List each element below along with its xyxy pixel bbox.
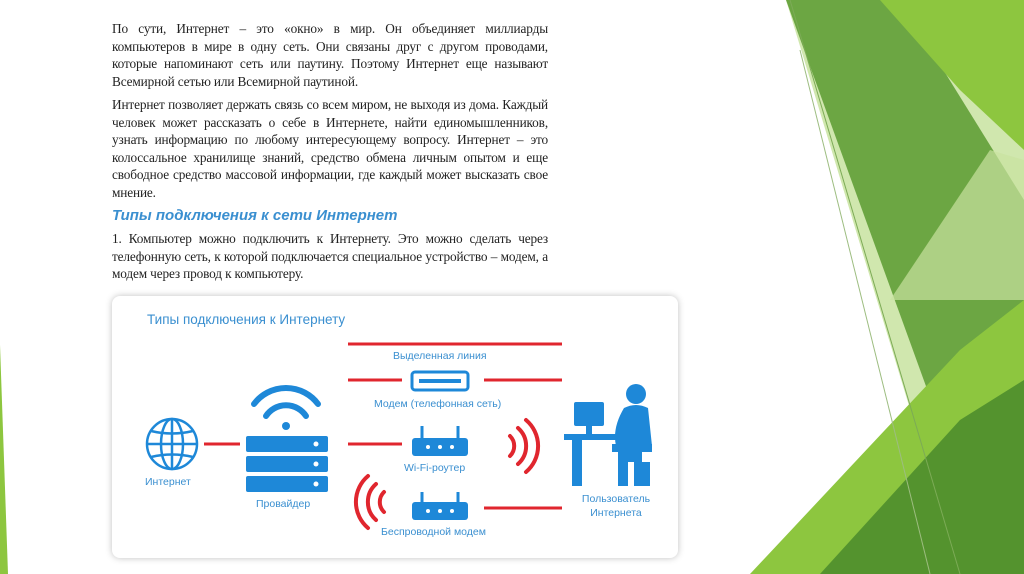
label-wireless-modem: Беспроводной модем: [381, 526, 486, 538]
label-wifi-router: Wi-Fi-роутер: [404, 462, 466, 474]
paragraph-1: По сути, Интернет – это «окно» в мир. Он объединяет миллиарды компьютеров в мире в одну сеть. Они связаны друг с другом проводами, которые напоминают сеть или паутину. Поэтому Интернет еще называют Всемирной сетью или Всемирной паутиной.: [112, 21, 548, 89]
wireless-modem-icon: [412, 492, 468, 520]
router-icon: [412, 426, 468, 456]
globe-icon: [147, 419, 197, 469]
wireless-waves-left-icon: [356, 476, 384, 528]
label-dedicated-line: Выделенная линия: [393, 350, 487, 362]
wifi-signal-icon: [254, 388, 318, 430]
connection-diagram: [112, 296, 678, 558]
left-green-triangle: [0, 345, 8, 574]
label-internet: Интернет: [145, 476, 191, 488]
label-provider: Провайдер: [256, 498, 311, 510]
list-item-1: 1. Компьютер можно подключить к Интернету. Это можно сделать через телефонную сеть, к которой подключается специальное устройство – модем, а модем через провод к компьютеру.: [112, 231, 548, 281]
document-text: [112, 20, 548, 283]
user-at-computer-icon: [564, 384, 652, 486]
paragraph-2: Интернет позволяет держать связь со всем миром, не выходя из дома. Каждый человек может рассказать о себе в Интернете, найти единомышленников, узнать информацию по любому интересующему вопросу. Интернет – это колоссальное хранилище знаний, средство обмена личным опытом и еще свободное средство массовой информации, где каждый может высказать свое мнение.: [112, 97, 548, 200]
server-icon: [246, 436, 328, 492]
label-modem-phone: Модем (телефонная сеть): [374, 398, 502, 410]
label-user: Пользователь Интернета: [581, 493, 651, 519]
diagram-title: Типы подключения к Интернету: [147, 312, 346, 327]
wireless-waves-icon: [510, 420, 538, 472]
section-heading: Типы подключения к сети Интернет: [112, 207, 398, 224]
modem-icon: [412, 372, 468, 390]
